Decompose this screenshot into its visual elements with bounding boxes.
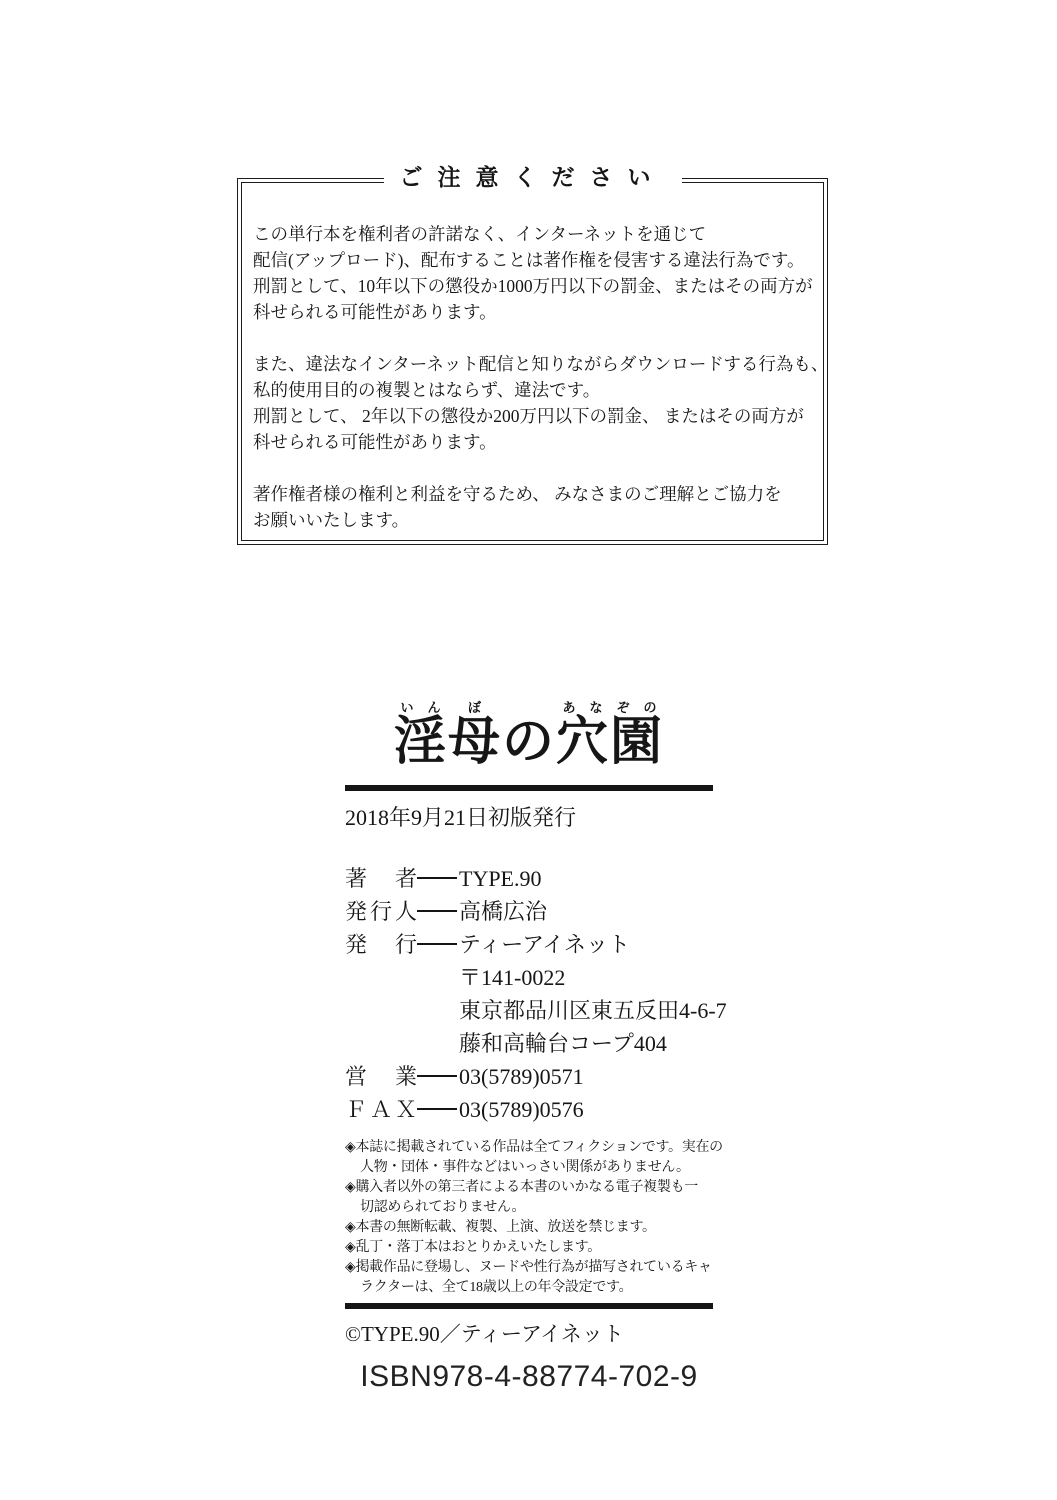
note-age-statement-cont: ラクターは、全て18歳以上の年令設定です。 <box>360 1279 633 1295</box>
row-label: 営業 <box>345 1063 417 1089</box>
row-value: ティーアイネット <box>459 931 630 957</box>
warning-paragraph-download <box>253 351 829 455</box>
title-ruby-segment <box>610 700 665 771</box>
warning-line: 私的使用目的の複製とはならず、違法です。 <box>253 380 601 400</box>
warning-paragraph-request <box>253 481 819 533</box>
note-digital-copy-cont: 切認められておりません。 <box>360 1199 526 1215</box>
copyright-line: ©TYPE.90／ティーアイネット <box>345 1321 624 1346</box>
row-value: 東京都品川区東五反田4-6-7 <box>459 997 727 1023</box>
pub-row-publisher <box>345 928 713 961</box>
colophon-block <box>345 700 727 1394</box>
pub-row-fax <box>345 1093 713 1126</box>
legal-notes <box>345 1138 723 1298</box>
title-kanji: の <box>501 714 556 771</box>
title-rule <box>345 785 713 791</box>
warning-line: この単行本を権利者の許諾なく、インターネットを通じて <box>253 224 707 244</box>
note-reproduction: ◈本書の無断転載、複製、上演、放送を禁じます。 <box>345 1219 656 1235</box>
title-furigana: あな <box>556 700 611 715</box>
title-ruby-segment <box>502 714 556 771</box>
label-dash <box>417 910 457 912</box>
isbn: ISBN978-4-88774-702-9 <box>360 1359 698 1393</box>
warning-line: お願いいたします。 <box>253 510 410 530</box>
warning-paragraph-upload <box>253 221 819 325</box>
warning-box-body <box>253 221 829 533</box>
bottom-rule <box>345 1303 713 1309</box>
title-ruby-segment <box>393 700 448 771</box>
label-dash <box>417 1108 457 1110</box>
note-fiction: ◈本誌に掲載されている作品は全てフィクションです。実在の <box>345 1139 723 1155</box>
pub-row-address2 <box>345 1027 713 1060</box>
note-digital-copy: ◈購入者以外の第三者による本書のいかなる電子複製も一 <box>345 1179 698 1195</box>
label-dash <box>417 1075 457 1077</box>
warning-line: 著作権者様の権利と利益を守るため、 みなさまのご理解とご協力を <box>253 484 782 504</box>
note-fiction-cont: 人物・団体・事件などはいっさい関係がありません。 <box>360 1159 690 1175</box>
warning-line: 配信(アップロード)、配布することは著作権を侵害する違法行為です。 <box>253 250 805 270</box>
publication-rows <box>345 862 727 1126</box>
pub-row-publisher-person <box>345 895 713 928</box>
pub-row-address <box>345 994 727 1027</box>
warning-line: 科せられる可能性があります。 <box>253 302 497 322</box>
pub-row-sales-phone <box>345 1060 713 1093</box>
row-label: 発行人 <box>345 898 417 924</box>
title-furigana: いん <box>393 700 448 715</box>
warning-box-title: ご注意ください <box>384 164 682 192</box>
copyright-warning-box <box>237 165 829 545</box>
edition-date: 2018年9月21日初版発行 <box>345 804 577 830</box>
pub-row-postal-code <box>345 961 713 994</box>
pub-row-author <box>345 862 713 895</box>
row-value: 高橋広治 <box>459 898 548 924</box>
warning-line: 刑罰として、10年以下の懲役か1000万円以下の罰金、またはその両方が <box>253 276 813 296</box>
row-value: 03(5789)0576 <box>459 1096 584 1122</box>
title-furigana: ぞの <box>610 700 665 715</box>
title-ruby-segment <box>556 700 611 771</box>
title-kanji: 淫 <box>393 714 448 771</box>
warning-line: 科せられる可能性があります。 <box>253 432 497 452</box>
book-title <box>345 700 713 771</box>
row-value: 03(5789)0571 <box>459 1063 584 1089</box>
note-defective-copy: ◈乱丁・落丁本はおとりかえいたします。 <box>345 1239 601 1255</box>
title-kanji: 園 <box>610 714 665 771</box>
title-kanji: 母 <box>447 714 502 771</box>
row-value: 藤和高輪台コープ404 <box>459 1030 667 1056</box>
warning-line: 刑罰として、 2年以下の懲役か200万円以下の罰金、 またはその両方が <box>253 406 804 426</box>
row-value: 〒141-0022 <box>459 964 566 990</box>
label-dash <box>417 877 457 879</box>
title-kanji: 穴 <box>556 714 611 771</box>
row-label: 著者 <box>345 865 417 891</box>
label-dash <box>417 943 457 945</box>
title-ruby-segment <box>447 700 502 771</box>
row-label: 発行 <box>345 931 417 957</box>
title-furigana: ぼ <box>447 700 502 715</box>
row-label: ＦＡＸ <box>345 1096 417 1122</box>
warning-line: また、違法なインターネット配信と知りながらダウンロードする行為も、 <box>253 354 829 374</box>
note-age-statement: ◈掲載作品に登場し、ヌードや性行為が描写されているキャ <box>345 1259 712 1275</box>
row-value: TYPE.90 <box>459 865 542 891</box>
